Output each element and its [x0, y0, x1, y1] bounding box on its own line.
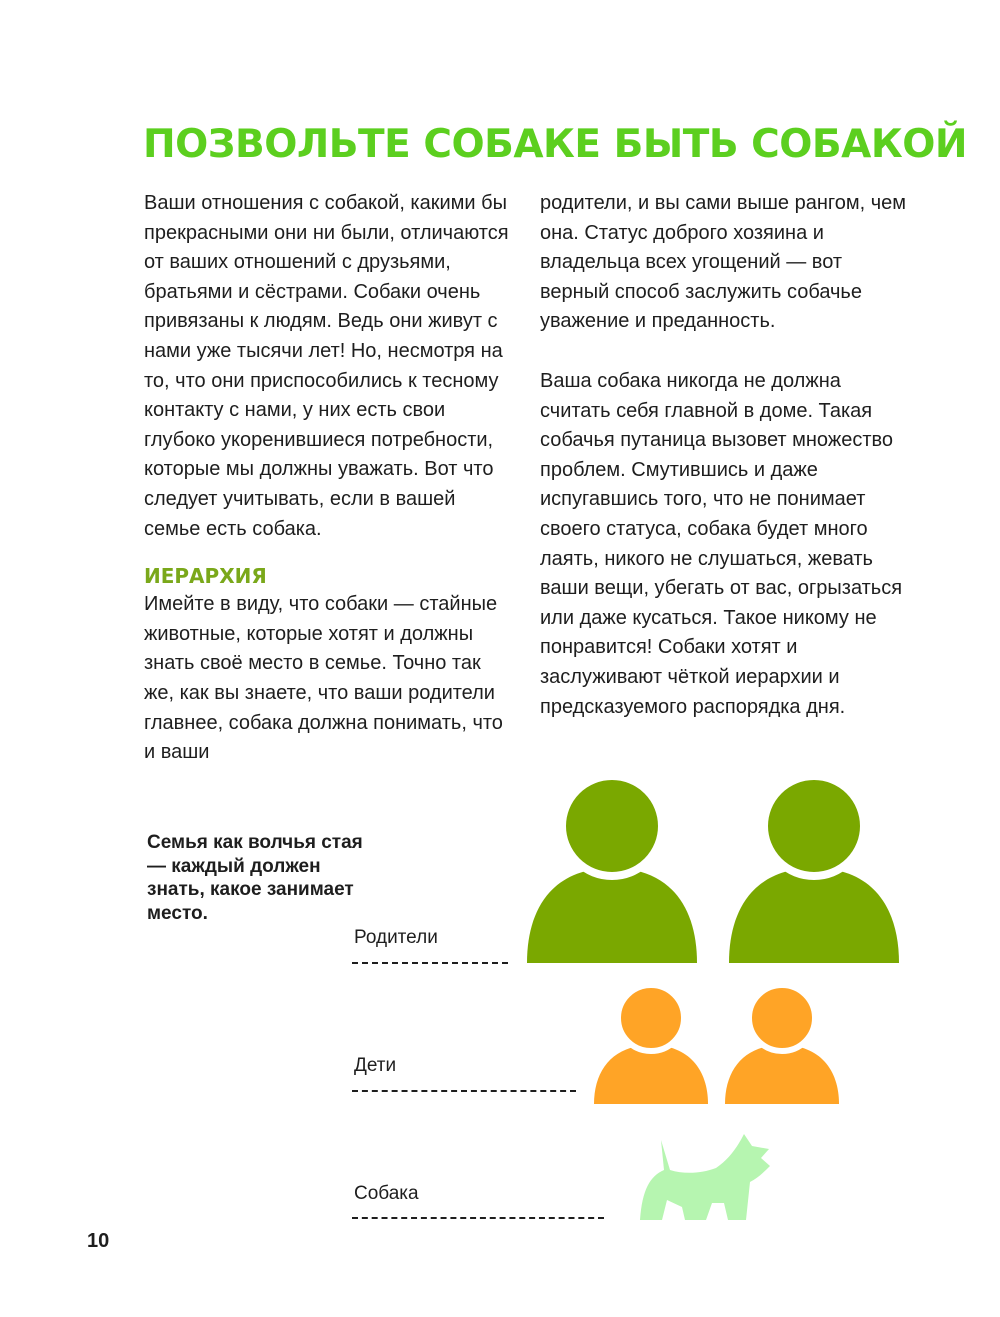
- problems-paragraph: Ваша собака никогда не должна считать себя главной в доме. Такая собачья путаница вызовет множество проблем. Смутившись и даже испугавшись того, что не понимает своего статуса, собака будет много лаять, никого не слушаться, жевать ваши вещи, убегать от вас, огрызаться или даже кусаться. Такое никому не понравится! Собаки хотят и заслуживают чёткой иерархии и предсказуемого распорядка дня.: [540, 369, 903, 718]
- level-label-children: Дети: [354, 1055, 397, 1076]
- page-title: ПОЗВОЛЬТЕ СОБАКЕ БЫТЬ СОБАКОЙ: [143, 122, 967, 167]
- terrier-dog-icon: [640, 1134, 770, 1220]
- level-label-dog: Собака: [354, 1183, 419, 1204]
- section-subheading: ИЕРАРХИЯ: [144, 564, 267, 589]
- hierarchy-paragraph: Имейте в виду, что собаки — стайные животные, которые хотят и должны знать своё место в семье. Точно так же, как вы знаете, что ваши родители главнее, собака должна понимать, что и ваши: [144, 593, 503, 764]
- illustration-caption: Семья как волчья стая — каждый должен знать, какое занимает место.: [147, 832, 363, 924]
- level-label-parents: Родители: [354, 927, 438, 948]
- child-person-icon: [594, 985, 708, 1104]
- page-number: 10: [87, 1230, 110, 1252]
- child-person-icon: [725, 985, 839, 1104]
- parent-person-icon: [729, 776, 899, 963]
- intro-paragraph: Ваши отношения с собакой, какими бы прекрасными они ни были, отличаются от ваших отношений с друзьями, братьями и сёстрами. Собаки очень привязаны к людям. Ведь они живут с нами уже тысячи лет! Но, несмотря на то, что они приспособились к тесному контакту с нами, у них есть свои глубоко укоренившиеся потребности, которые мы должны уважать. Вот что следует учитывать, если в вашей семье есть собака.: [144, 192, 509, 540]
- continuation-paragraph: родители, и вы сами выше рангом, чем она. Статус доброго хозяина и владельца всех угощений — вот верный способ заслужить собачье уважение и преданность.: [540, 192, 907, 333]
- parent-person-icon: [527, 776, 697, 963]
